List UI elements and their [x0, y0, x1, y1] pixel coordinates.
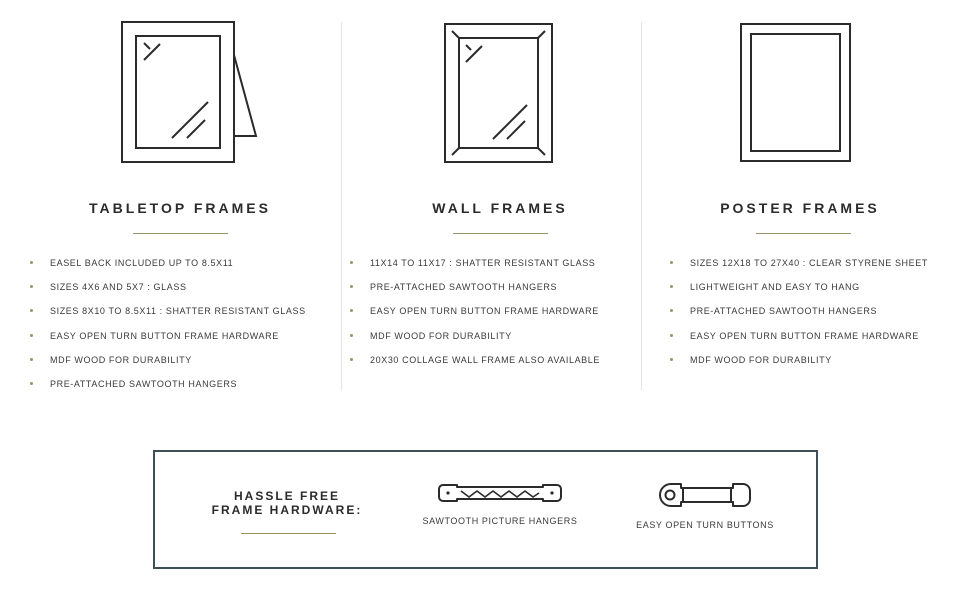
poster-frames-title: POSTER FRAMES: [720, 200, 880, 216]
bullet-icon: [30, 309, 33, 312]
feature-item: PRE-ATTACHED SAWTOOTH HANGERS: [670, 304, 970, 328]
bullet-icon: [30, 261, 33, 264]
tabletop-features-list: [30, 256, 330, 401]
feature-item: MDF WOOD FOR DURABILITY: [30, 353, 330, 377]
bullet-icon: [350, 309, 353, 312]
title-underline: [756, 233, 851, 234]
title-underline: [133, 233, 228, 234]
bullet-icon: [350, 334, 353, 337]
hardware-title-line2: FRAME HARDWARE:: [211, 503, 363, 517]
feature-item: PRE-ATTACHED SAWTOOTH HANGERS: [30, 377, 330, 401]
feature-item: 20X30 COLLAGE WALL FRAME ALSO AVAILABLE: [350, 353, 650, 377]
bullet-icon: [670, 358, 673, 361]
feature-item: PRE-ATTACHED SAWTOOTH HANGERS: [350, 280, 650, 304]
bullet-icon: [30, 358, 33, 361]
bullet-icon: [670, 285, 673, 288]
wall-features-list: [350, 256, 650, 377]
feature-item: SIZES 12X18 TO 27X40 : CLEAR STYRENE SHEET: [670, 256, 970, 280]
sawtooth-hanger-icon: [437, 482, 563, 504]
sawtooth-hanger-label: SAWTOOTH PICTURE HANGERS: [422, 516, 578, 526]
hardware-title-line1: HASSLE FREE: [233, 489, 340, 503]
title-underline: [453, 233, 548, 234]
bullet-icon: [350, 358, 353, 361]
feature-item: EASY OPEN TURN BUTTON FRAME HARDWARE: [350, 304, 650, 328]
feature-item: EASY OPEN TURN BUTTON FRAME HARDWARE: [670, 329, 970, 353]
bullet-icon: [350, 261, 353, 264]
bullet-icon: [30, 334, 33, 337]
bullet-icon: [670, 334, 673, 337]
feature-item: SIZES 4X6 AND 5X7 : GLASS: [30, 280, 330, 304]
bullet-icon: [30, 382, 33, 385]
feature-item: LIGHTWEIGHT AND EASY TO HANG: [670, 280, 970, 304]
feature-item: 11X14 TO 11X17 : SHATTER RESISTANT GLASS: [350, 256, 650, 280]
feature-item: EASY OPEN TURN BUTTON FRAME HARDWARE: [30, 329, 330, 353]
feature-item: EASEL BACK INCLUDED UP TO 8.5X11: [30, 256, 330, 280]
hardware-title: [207, 489, 367, 517]
feature-item: MDF WOOD FOR DURABILITY: [350, 329, 650, 353]
poster-frame-icon: [650, 15, 950, 170]
column-divider: [341, 22, 342, 390]
tabletop-frame-icon: [30, 15, 330, 170]
bullet-icon: [670, 309, 673, 312]
feature-item: MDF WOOD FOR DURABILITY: [670, 353, 970, 377]
sawtooth-hanger-item: [410, 482, 590, 526]
wall-frame-icon: [350, 15, 650, 170]
turn-button-icon: [657, 482, 753, 508]
poster-features-list: [670, 256, 970, 377]
bullet-icon: [670, 261, 673, 264]
feature-item: SIZES 8X10 TO 8.5X11 : SHATTER RESISTANT GLASS: [30, 304, 330, 328]
wall-frames-title: WALL FRAMES: [432, 200, 568, 216]
turn-button-item: [615, 482, 795, 530]
bullet-icon: [30, 285, 33, 288]
hardware-title-underline: [241, 533, 336, 534]
tabletop-frames-title: TABLETOP FRAMES: [89, 200, 271, 216]
bullet-icon: [350, 285, 353, 288]
hardware-panel: [153, 450, 818, 569]
turn-button-label: EASY OPEN TURN BUTTONS: [636, 520, 774, 530]
